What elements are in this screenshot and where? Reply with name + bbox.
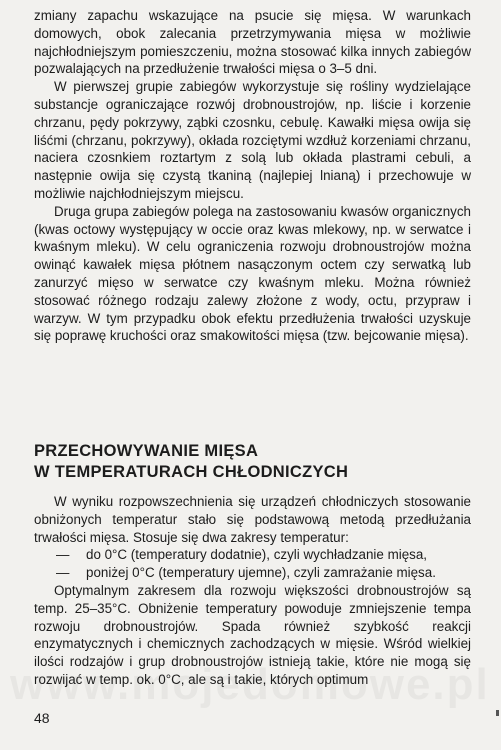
section-heading-line: PRZECHOWYWANIE MIĘSA (34, 442, 259, 460)
paragraph: W wyniku rozpowszechnienia się urządzeń chłodniczych stosowanie obniżonych temperatur stało się podstawową metodą przedłużania trwałości mięsa. Stosuje się dwa zakresy temperatur: (34, 494, 471, 545)
scan-edge-mark (496, 710, 499, 716)
section-heading-line: W TEMPERATURACH CHŁODNICZYCH (34, 463, 349, 481)
list-dash: — (56, 547, 70, 563)
intro-text (34, 7, 471, 345)
list-dash: — (56, 565, 70, 581)
list-item-text: poniżej 0°C (temperatury ujemne), czyli zamrażanie mięsa. (86, 565, 436, 581)
page-number: 48 (34, 710, 50, 726)
paragraph: zmiany zapachu wskazujące na psucie się mięsa. W warunkach domowych, obok zalecania przetrzymywania mięsa w możliwie najchłodniejszym pomieszczeniu, można stosować kilka innych zabiegów pozwalających na przedłużenie trwałości mięsa o 3–5 dni. (34, 8, 471, 77)
section-heading (34, 441, 471, 483)
paragraph: Optymalnym zakresem dla rozwoju większości drobnoustrojów są temp. 25–35°C. Obniżenie temperatury powoduje zmniejszenie tempa rozwoju drobnoustrojów. Spada również szybkość reakcji enzymatycznych i chemicznych zachodzących w mięsie. Wśród wielkiej ilości rodzajów i grup drobnoustrojów istnieją takie, które nie mogą się rozwijać w temp. ok. 0°C, ale są i takie, których optimum (34, 582, 471, 687)
list-item-text: do 0°C (temperatury dodatnie), czyli wychładzanie mięsa, (86, 547, 428, 563)
paragraph: W pierwszej grupie zabiegów wykorzystuje się rośliny wydzielające substancje ograniczające rozwój drobnoustrojów, np. liście i korzenie chrzanu, pędy pokrzywy, ząbki czosnku, cebulę. Kawałki mięsa owija się liśćmi (chrzanu, pokrzywy), okłada rozciętymi wzdłuż korzeniami chrzanu, naciera czosnkiem roztartym z solą lub okłada plastrami cebuli, a następnie owija się czystą tkaniną (najlepiej lnianą) i przechowuje w możliwie najchłodniejszym miejscu. (34, 79, 471, 201)
list-item (34, 564, 471, 582)
list-item (34, 546, 471, 564)
section-text (34, 493, 471, 689)
paragraph: Druga grupa zabiegów polega na zastosowaniu kwasów organicznych (kwas octowy występujący w occie oraz kwas mlekowy, np. w serwatce i kwaśnym mleku). W celu ograniczenia rozwoju drobnoustrojów można owinąć kawałek mięsa płótnem nasączonym octem czy serwatką lub zanurzyć mięso w serwatce czy kwaśnym mleku. Można również stosować różnego rodzaju zalewy złożone z wody, octu, przypraw i warzyw. W tym przypadku obok efektu przedłużenia trwałości uzyskuje się poprawę kruchości oraz smakowitości mięsa (tzw. bejcowanie mięsa). (34, 203, 471, 344)
